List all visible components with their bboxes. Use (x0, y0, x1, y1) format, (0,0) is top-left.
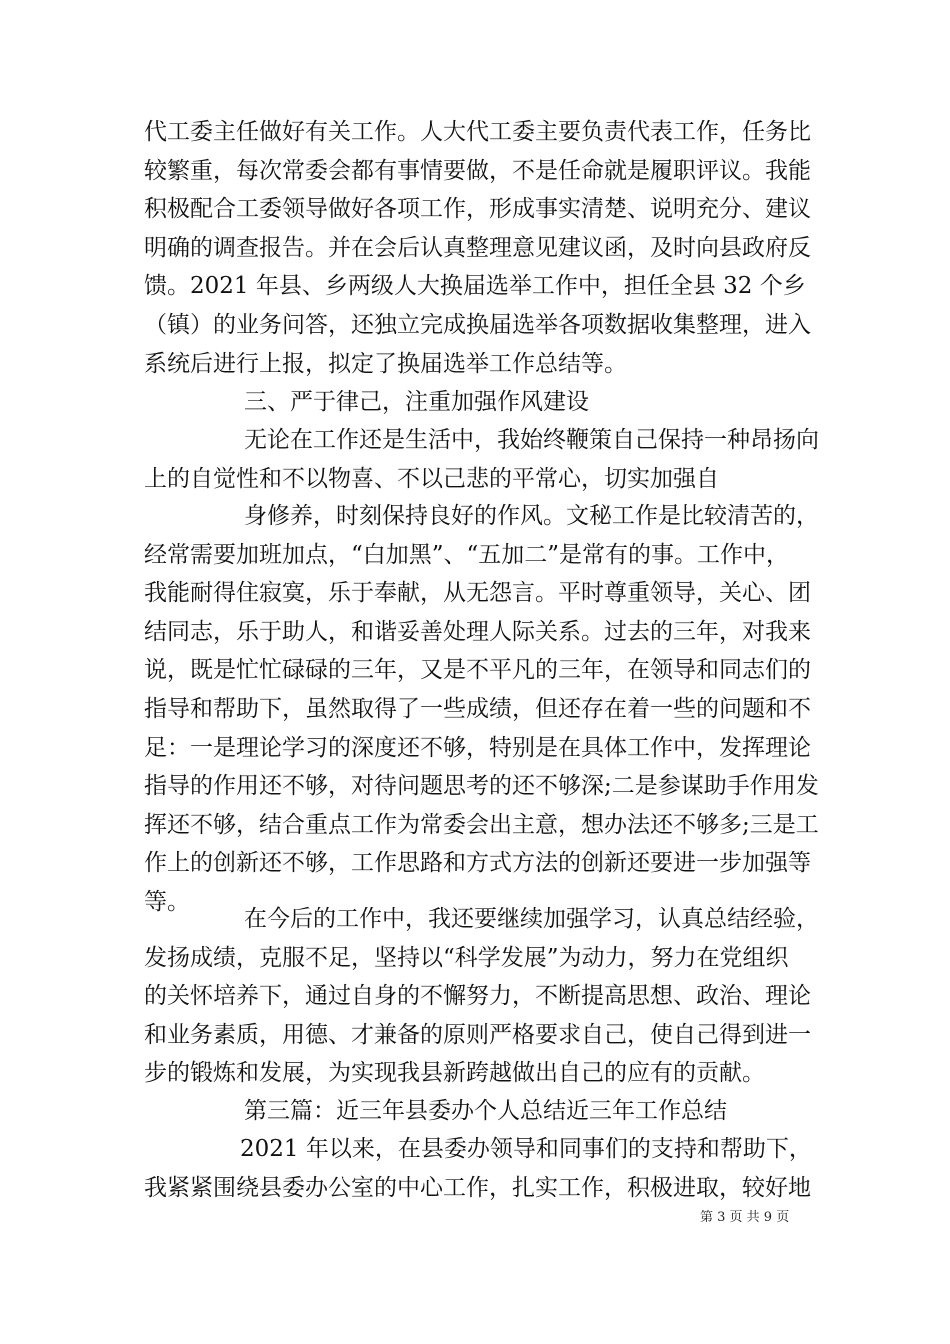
text-line: 说，既是忙忙碌碌的三年，又是不平凡的三年，在领导和同志们的 (144, 657, 811, 684)
text-line: 等。 (144, 888, 190, 915)
text-line: 上的自觉性和不以物喜、不以己悲的平常心，切实加强自 (144, 465, 719, 492)
heading-text: 三、严于律己，注重加强作风建设 (244, 389, 589, 415)
text-line: 我紧紧围绕县委办公室的中心工作，扎实工作，积极进取，较好地 (144, 1174, 811, 1201)
text-line: 和业务素质，用德、才兼备的原则严格要求自己，使自己得到进一 (144, 1021, 811, 1048)
paragraph (144, 497, 819, 922)
text-line: （镇）的业务问答，还独立完成换届选举各项数据收集整理，进入 (144, 311, 811, 338)
text-line: 2021 年以来，在县委办领导和同事们的支持和帮助下， (240, 1136, 812, 1162)
text-line: 我能耐得住寂寞，乐于奉献，从无怨言。平时尊重领导，关心、团 (144, 580, 811, 607)
text-line: 的关怀培养下，通过自身的不懈努力，不断提高思想、政治、理论 (144, 983, 811, 1010)
text-line: 步的锻炼和发展，为实现我县新跨越做出自己的应有的贡献。 (144, 1060, 765, 1087)
paragraph (144, 421, 819, 498)
text-line: 馈。2021 年县、乡两级人大换届选举工作中，担任全县 32 个乡 (144, 273, 806, 300)
part-heading (144, 1092, 816, 1131)
text-line: 代工委主任做好有关工作。人大代工委主要负责代表工作，任务比 (144, 119, 811, 145)
text-line: 无论在工作还是生活中，我始终鞭策自己保持一种昂扬向 (244, 427, 819, 453)
text-line: 足：一是理论学习的深度还不够，特别是在具体工作中，发挥理论 (144, 734, 811, 761)
text-line: 挥还不够，结合重点工作为常委会出主意，想办法还不够多;三是工 (144, 811, 819, 838)
text-line: 发扬成绩，克服不足，坚持以“科学发展”为动力，努力在党组织 (144, 944, 789, 971)
heading-text: 第三篇：近三年县委办个人总结近三年工作总结 (244, 1098, 727, 1124)
text-line: 系统后进行上报，拟定了换届选举工作总结等。 (144, 350, 627, 377)
text-line: 较繁重，每次常委会都有事情要做，不是任命就是履职评议。我能 (144, 157, 811, 184)
paragraph (144, 1130, 816, 1207)
text-line: 在今后的工作中，我还要继续加强学习，认真总结经验， (244, 906, 819, 932)
section-heading (144, 383, 816, 422)
text-line: 经常需要加班加点，“白加黑”、“五加二”是常有的事。工作中， (144, 541, 790, 568)
text-line: 身修养，时刻保持良好的作风。文秘工作是比较清苦的， (244, 503, 819, 529)
paragraph-continuation (144, 113, 816, 383)
text-line: 指导的作用还不够，对待问题思考的还不够深;二是参谋助手作用发 (144, 773, 819, 800)
page-number: 第 3 页 共 9 页 (700, 1210, 790, 1225)
text-line: 结同志，乐于助人，和谐妥善处理人际关系。过去的三年，对我来 (144, 618, 811, 645)
text-line: 积极配合工委领导做好各项工作，形成事实清楚、说明充分、建议 (144, 196, 811, 223)
text-line: 指导和帮助下，虽然取得了一些成绩，但还存在着一些的问题和不 (144, 695, 811, 722)
text-line: 明确的调查报告。并在会后认真整理意见建议函，及时向县政府反 (144, 234, 811, 261)
paragraph (144, 900, 819, 1093)
text-line: 作上的创新还不够，工作思路和方式方法的创新还要进一步加强等 (144, 850, 811, 877)
